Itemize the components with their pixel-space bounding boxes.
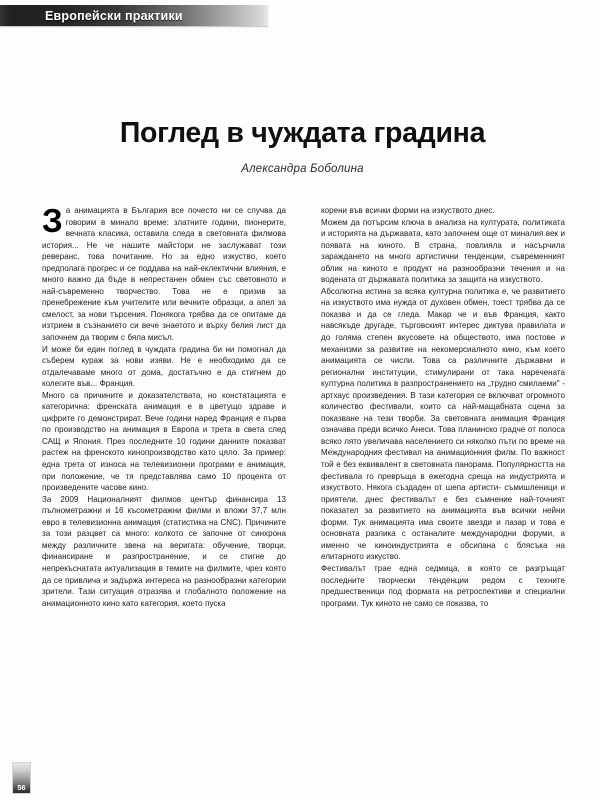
page-number: 56 (17, 782, 26, 792)
paragraph-text: а анимацията в България все почесто ни се случва да говорим в минало време: златните години, пионерите, вечната класика, оставила следа в световната филмова история... Не че нашите майстори не заслужават този реверанс, това почитание. Но за едно изкуство, което предполага прогрес и се поддава на най-еклектични влияния, е много важно да бъде в непрестанен обмен със световното и най-съвременно творчество. Това не е призив за пренебрежение към учителите или вечните образци, а апел за смелост, за нови търсения. Понякога трябва да се опитаме да изтрием в съзнанието си вече знаетото и върху белия лист да започнем да творим с бяла мисъл. (42, 206, 286, 343)
paragraph (42, 202, 286, 344)
page-number-badge (12, 762, 31, 794)
article-body (42, 202, 565, 770)
drop-cap: З (42, 202, 63, 239)
paragraph: Можем да потърсим ключа в анализа на културата, политиката и историята на държавата, като започнем още от миналия век и появата на киното. В страна, повлияла и насърчила зараждането на много артистични тенденции, съвременният облик на киното е продукт на разнообразни течения и на водената от държавата политика за защита на изкуството. (321, 217, 565, 285)
article-title-block (40, 118, 565, 175)
paragraph: За 2009 Националният филмов център финансира 13 пълнометражни и 16 късометражни филми и вложи 37,7 млн евро в телевизионна анимация (статистика на CNC). Причините за този разцвет са много: колкото се започне от синхрона между различните звена на веригата: обучение, творци, финансиране и разпространение, и се стигне до непрекъснатата актуализация в темите на филмите, чрез която да се привлича и задържа интереса на разнообразни категории зрители. Тази ситуация отразява и глобалното положение на анимационното кино като категория, което пуска (42, 494, 286, 608)
section-header-banner (0, 5, 268, 26)
paragraph: И може би един поглед в чуждата градина би ни помогнал да съберем кураж за нови изяви. Не е необходимо да се отдалечаваме много от дома, достатъчно е да стигнем до колегите във... Франция. (42, 344, 286, 389)
article-left-column (42, 202, 286, 770)
article-author: Александра Боболина (241, 163, 364, 176)
paragraph: корени във всички форми на изкуството днес. (321, 206, 495, 215)
paragraph: Абсолютна истина за всяка културна политика е, че развитието на изкуството има нужда от духовен обмен, тоест трябва да се показва и да се гледа. Макар че и във Франция, както навсякъде другаде, търговският интерес диктува правилата и до голяма степен вкусовете на обществото, има постове и механизми за развитие на некомерсиалното кино, към което анимацията се числи. Това са различните държавни и регионални институции, стимулирани от така наречената културна политика в разпространението на „трудно смилаеми" - артхаус произведения. В тази категория се включват огромното количество фестивали, които са най-мащабната сцена за показване на тези творби. За световната анимация Франция означава преди всичко Анеси. Това планинско градче от полоса всяко лято увеличава населението си няколко пъти по време на Международния фестивал на анимационния филм. По важност той е без еквивалент в световната панорама. Популярността на фестивала го превръща в ежегодна среща на индустрията и изкуството. Някога създаден от шепа артисти- съмишленици и приятели, днес фестивалът е без съмнение най-точният показател за развитието на анимацията във всички нейни форми. Тук анимацията има своите звезди и пазар и това е основната разлика с останалите международни форуми, а именно че киноиндустрията е обсипана с блясъка на елитарното изкуство. (321, 286, 565, 562)
article-right-column (321, 205, 565, 770)
paragraph: Фестивалът трае една седмица, в която се разгръщат последните творчески тенденции редом с техните предшественици под формата на ретроспективи и специални програми. Тук киното не само се показва, то (321, 563, 565, 608)
section-header-label: Европейски практики (45, 8, 183, 23)
page-title: Поглед в чуждата градина (119, 117, 486, 149)
paragraph: Много са причините и доказателствата, но констатацията е категорична: френската анимация е в цветущо здраве и цифрите го демонстрират. Вече години наред Франция е първа по производство на анимация в Европа и трета в света след САЩ и Япония. През последните 10 години данните показват растеж на френското кинопроизводство като цяло. За пример: една трета от износа на телевизионни програми е анимация, при положение, че тя представлява само 10 процента от произведените часове кино. (42, 390, 286, 493)
